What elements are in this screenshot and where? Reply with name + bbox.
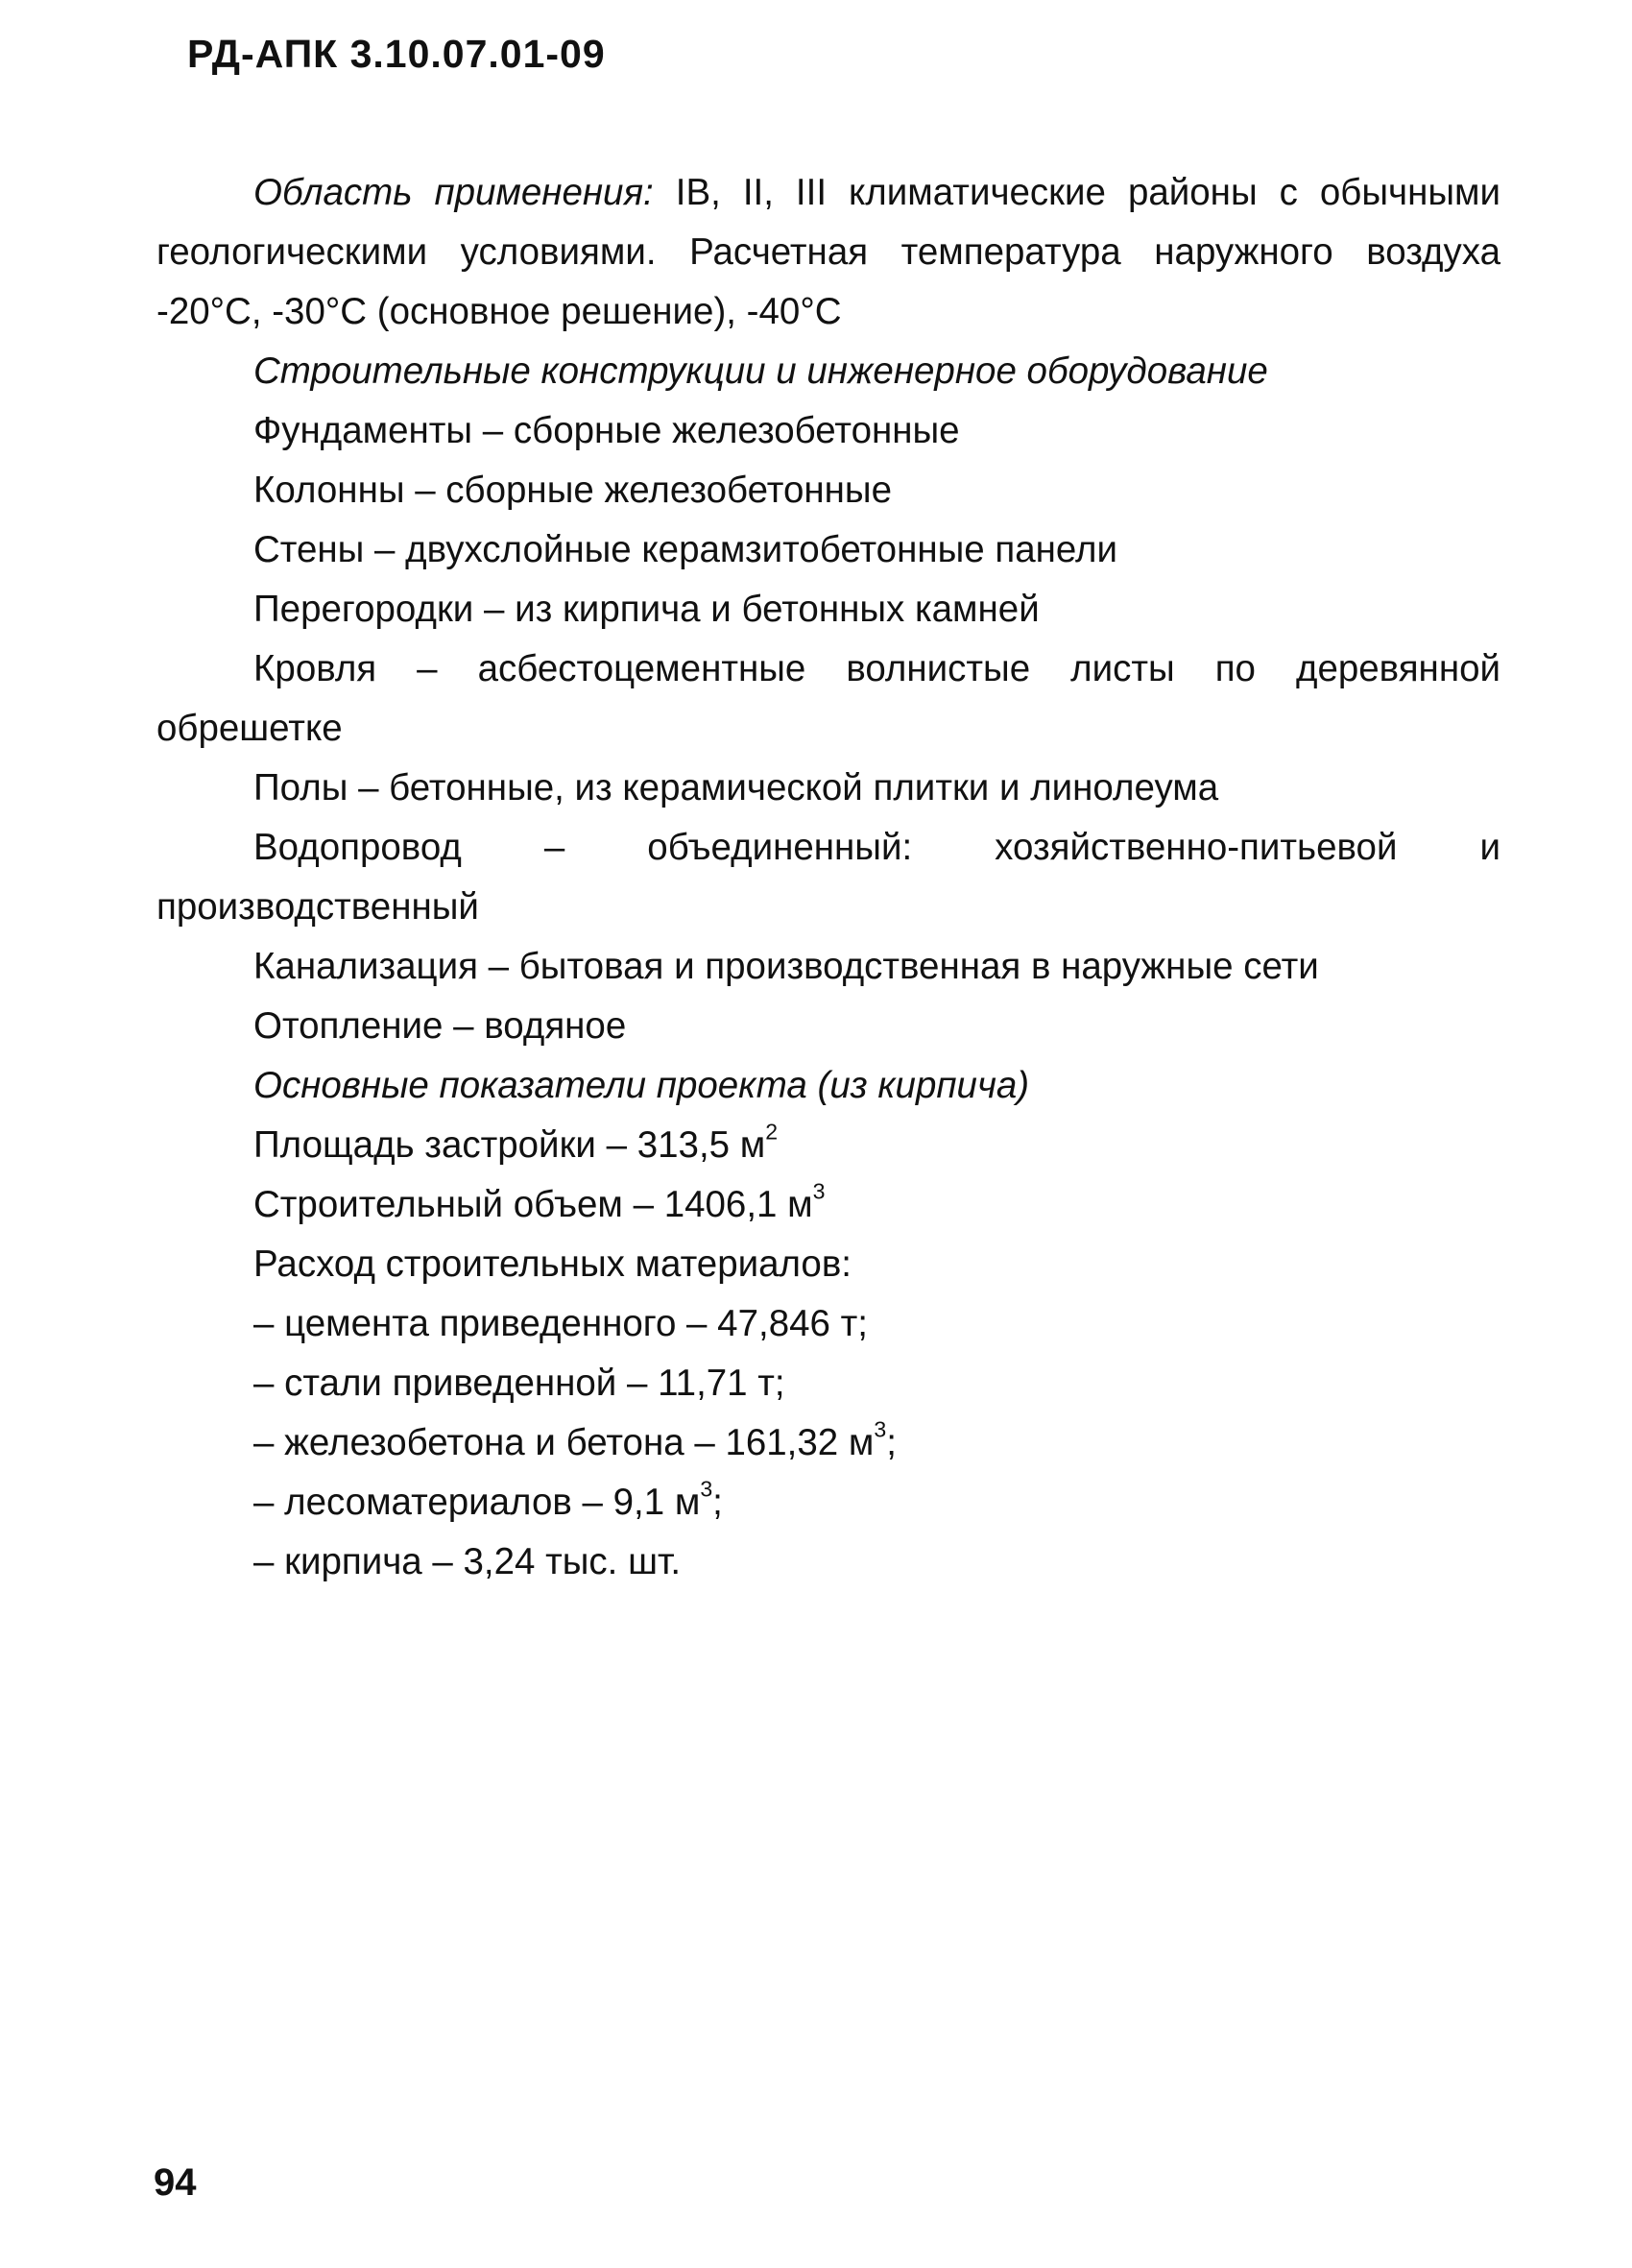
material-timber-suffix: ; xyxy=(712,1482,723,1523)
indicators-heading: Основные показатели проекта (из кирпича) xyxy=(253,1065,1030,1106)
material-concrete xyxy=(156,1413,1500,1473)
item-water-supply: Водопровод – объединенный: хозяйственно-питьевой и производственный xyxy=(156,827,1500,928)
item-sewerage: Канализация – бытовая и производственная в наружные сети xyxy=(253,946,1319,987)
document-body xyxy=(156,163,1500,1592)
material-timber-text: – лесоматериалов – 9,1 м xyxy=(253,1482,701,1523)
item-roof: Кровля – асбестоцементные волнистые листы по деревянной обрешетке xyxy=(156,648,1500,749)
material-steel xyxy=(156,1354,1500,1413)
document-code: РД-АПК 3.10.07.01-09 xyxy=(187,32,606,76)
material-concrete-unit-power: 3 xyxy=(874,1416,887,1442)
scope-paragraph xyxy=(156,163,1500,342)
material-concrete-suffix: ; xyxy=(886,1422,897,1463)
material-timber xyxy=(156,1473,1500,1532)
building-volume xyxy=(156,1175,1500,1235)
scope-text: IB, II, III климатические районы с обычными геологическими условиями. Расчетная температура наружного воздуха -20°С, -30°С (основное решение), -40°С xyxy=(156,172,1500,332)
item-floors: Полы – бетонные, из керамической плитки и линолеума xyxy=(253,767,1219,808)
page-number: 94 xyxy=(154,2161,197,2204)
item-walls: Стены – двухслойные керамзитобетонные панели xyxy=(253,529,1118,570)
building-volume-unit-power: 3 xyxy=(812,1178,826,1204)
item-foundations: Фундаменты – сборные железобетонные xyxy=(253,410,960,451)
material-concrete-text: – железобетона и бетона – 161,32 м xyxy=(253,1422,875,1463)
material-steel-text: – стали приведенной – 11,71 т; xyxy=(253,1363,785,1404)
building-volume-text: Строительный объем – 1406,1 м xyxy=(253,1184,813,1225)
material-cement xyxy=(156,1294,1500,1354)
construction-heading: Строительные конструкции и инженерное оборудование xyxy=(253,350,1268,392)
item-columns: Колонны – сборные железобетонные xyxy=(253,470,892,511)
building-area xyxy=(156,1116,1500,1175)
materials-heading: Расход строительных материалов: xyxy=(253,1243,852,1285)
material-brick-text: – кирпича – 3,24 тыс. шт. xyxy=(253,1541,682,1582)
scope-label: Область применения: xyxy=(253,172,654,213)
material-brick xyxy=(156,1532,1500,1592)
building-area-text: Площадь застройки – 313,5 м xyxy=(253,1124,766,1166)
material-cement-text: – цемента приведенного – 47,846 т; xyxy=(253,1303,868,1344)
item-heating: Отопление – водяное xyxy=(253,1005,627,1047)
building-area-unit-power: 2 xyxy=(765,1119,779,1145)
material-timber-unit-power: 3 xyxy=(700,1476,713,1502)
item-partitions: Перегородки – из кирпича и бетонных камней xyxy=(253,589,1040,630)
